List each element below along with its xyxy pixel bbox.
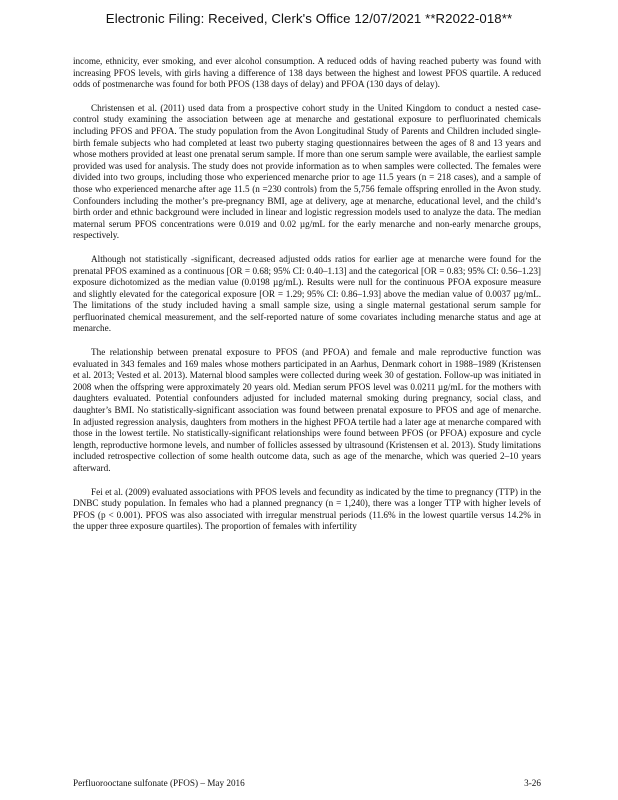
filing-header: Electronic Filing: Received, Clerk's Office 12/07/2021 **R2022-018**	[105, 11, 513, 26]
paragraph-2: Christensen et al. (2011) used data from a prospective cohort study in the United Kingdom to conduct a nested case-control study examining the association between age at menarche and gestational exposure to perfluorinated chemicals including PFOS and PFOA. The study population from the Avon Longitudinal Study of Parents and Children included single-birth female subjects who had completed at least two puberty staging questionnaires between the ages of 8 and 13 years and whose mothers provided at least one prenatal serum sample. If more than one serum sample were available, the earliest sample provided was used for analysis. The study does not provide information as to when samples were collected. The females were divided into two groups, including those who experienced menarche prior to age 11.5 years (n = 218 cases), and a sample of those who experienced menarche after age 11.5 (n =230 controls) from the 5,756 female offspring enrolled in the Avon study. Confounders including the mother’s pre-pregnancy BMI, age at delivery, age at menarche, educational level, and the child’s birth order and ethnic background were included in linear and logistic regression models used to analyze the data. The median maternal serum PFOS concentrations were 0.019 and 0.02 µg/mL for the early menarche and non-early menarche groups, respectively.	[73, 102, 541, 241]
document-body	[73, 56, 541, 545]
paragraph-3: Although not statistically -significant, decreased adjusted odds ratios for earlier age at menarche were found for the prenatal PFOS examined as a continuous [OR = 0.68; 95% CI: 0.40–1.13] and the categorical [OR = 0.83; 95% CI: 0.56–1.23] exposure dichotomized as the median value (0.0198 µg/mL). Results were null for the continuous PFOA exposure measure and slightly elevated for the categorical exposure [OR = 1.29; 95% CI: 0.86–1.93] above the median value of 0.0037 µg/mL. The limitations of the study included having a small sample size, using a single maternal gestational serum sample for perfluorinated chemical measurement, and the self-reported nature of some covariates including menarche status and age at menarche.	[73, 253, 541, 334]
footer-document-title: Perfluorooctane sulfonate (PFOS) – May 2016	[73, 778, 245, 788]
paragraph-4: The relationship between prenatal exposure to PFOS (and PFOA) and female and male reproductive function was evaluated in 343 females and 169 males whose mothers participated in an Aarhus, Denmark cohort in 1988–1989 (Kristensen et al. 2013; Vested et al. 2013). Maternal blood samples were collected during week 30 of gestation. Follow-up was initiated in 2008 when the offspring were approximately 20 years old. Median serum PFOS level was 0.0211 µg/mL for the mothers with daughters evaluated. Potential confounders adjusted for included maternal smoking during pregnancy, social class, and daughter’s BMI. No statistically-significant association was found between prenatal exposure to PFOS and age of menarche. In adjusted regression analysis, daughters from mothers in the highest PFOA tertile had a later age at menarche compared with those in the lowest tertile. No statistically-significant relationships were found between PFOS (or PFOA) exposure and cycle length, reproductive hormone levels, and number of follicles assessed by ultrasound (Kristensen et al. 2013). Study limitations included retrospective collection of some health outcome data, such as age of the menarche, which was queried 2–10 years afterward.	[73, 347, 541, 473]
page-number: 3-26	[524, 778, 541, 788]
paragraph-5: Fei et al. (2009) evaluated associations with PFOS levels and fecundity as indicated by the time to pregnancy (TTP) in the DNBC study population. In females who had a planned pregnancy (n = 1,240), there was a longer TTP with higher levels of PFOS (p < 0.001). PFOS was also associated with irregular menstrual periods (11.6% in the lowest quartile versus 14.2% in the upper three exposure quartiles). The proportion of females with infertility	[73, 486, 541, 532]
paragraph-1: income, ethnicity, ever smoking, and ever alcohol consumption. A reduced odds of having reached puberty was found with increasing PFOS levels, with girls having a difference of 138 days between the highest and lowest PFOS quartile. A reduced odds of postmenarche was found for both PFOS (138 days of delay) and PFOA (130 days of delay).	[73, 56, 541, 90]
